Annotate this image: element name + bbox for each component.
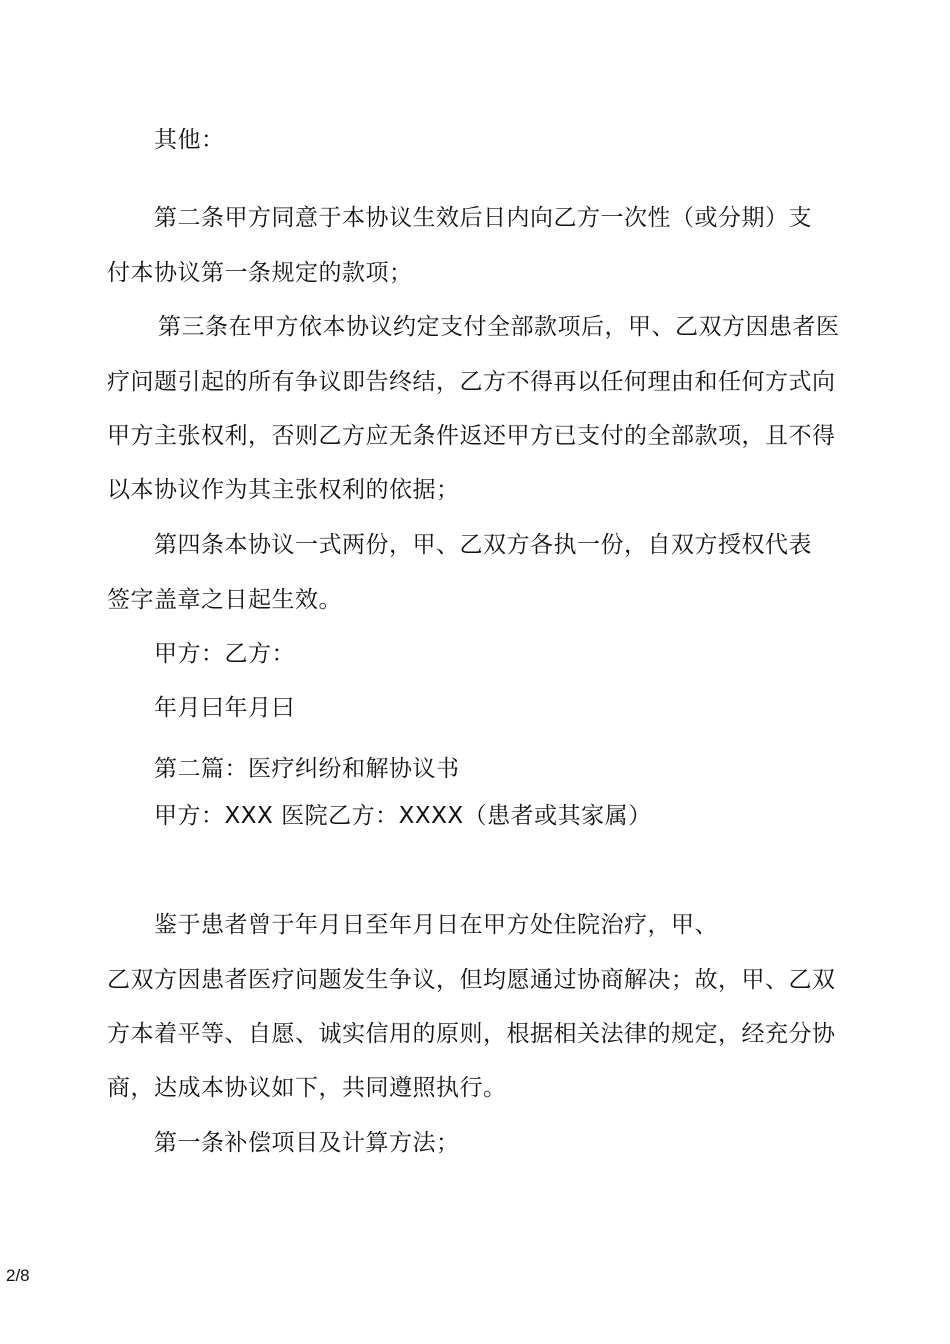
text-line-whereas-cont-2: 方本着平等、自愿、诚实信用的原则，根据相关法律的规定，经充分协 — [107, 1021, 836, 1047]
text-line-article-3-cont-1: 疗问题引起的所有争议即告终结，乙方不得再以任何理由和任何方式向 — [107, 369, 836, 395]
text-line-whereas-cont-3: 商，达成本协议如下，共同遵照执行。 — [107, 1075, 507, 1101]
page-number: 2/8 — [6, 1266, 30, 1285]
text-line-parties: 甲方：乙方： — [154, 641, 295, 667]
section-title: 第二篇：医疗纠纷和解协议书 — [154, 756, 460, 782]
text-line-article-3-cont-3: 以本协议作为其主张权利的依据； — [107, 477, 460, 503]
text-line-whereas-cont-1: 乙双方因患者医疗问题发生争议，但均愿通过协商解决；故，甲、乙双 — [107, 967, 836, 993]
text-line-article-4-cont: 签字盖章之日起生效。 — [107, 587, 342, 613]
text-line-article-4: 第四条本协议一式两份，甲、乙双方各执一份，自双方授权代表 — [154, 532, 812, 558]
text-line-article-1: 第一条补偿项目及计算方法； — [154, 1130, 460, 1156]
text-line-party-names: 甲方：XXX 医院乙方：XXXX（患者或其家属） — [154, 803, 652, 829]
text-line-article-3: 第三条在甲方依本协议约定支付全部款项后，甲、乙双方因患者医 — [158, 314, 840, 340]
text-line-article-2-cont: 付本协议第一条规定的款项； — [107, 260, 413, 286]
text-line-other: 其他： — [154, 127, 225, 153]
text-line-article-3-cont-2: 甲方主张权利，否则乙方应无条件返还甲方已支付的全部款项，且不得 — [107, 423, 836, 449]
text-line-article-2: 第二条甲方同意于本协议生效后日内向乙方一次性（或分期）支 — [154, 205, 812, 231]
text-line-whereas: 鉴于患者曾于年月日至年月日在甲方处住院治疗，甲、 — [154, 912, 718, 938]
text-line-dates: 年月曰年月曰 — [154, 695, 295, 721]
